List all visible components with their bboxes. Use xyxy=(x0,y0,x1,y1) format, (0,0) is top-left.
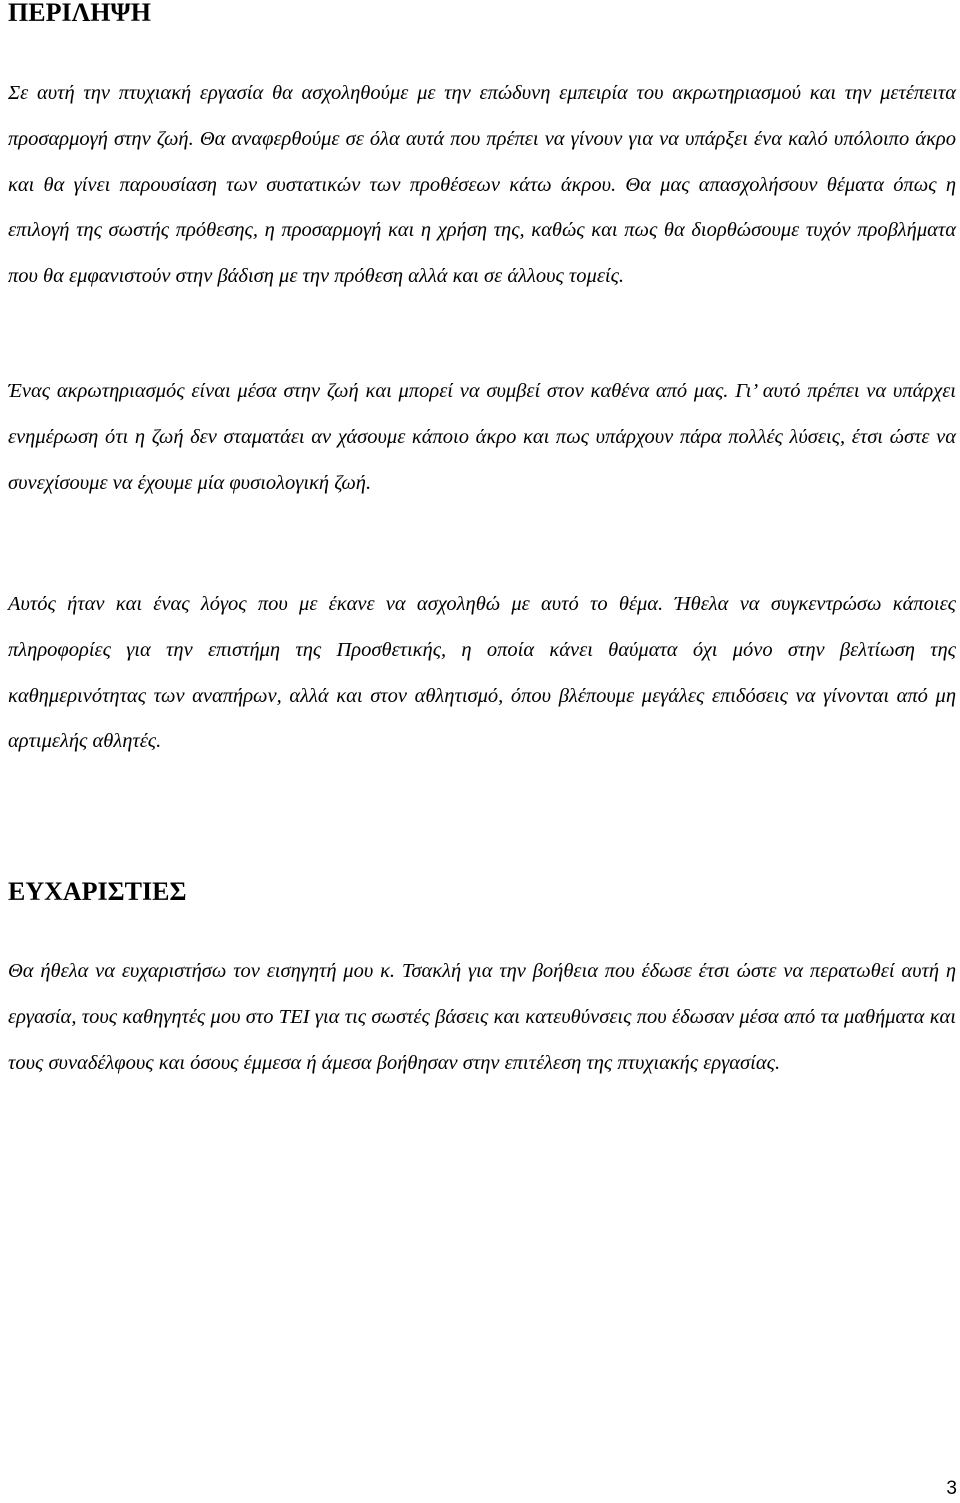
summary-paragraph: Σε αυτή την πτυχιακή εργασία θα ασχοληθούμε με την επώδυνη εμπειρία του ακρωτηριασμού και την μετέπειτα προσαρμογή στην ζωή. Θα αναφερθούμε σε όλα αυτά που πρέπει να γίνουν για να υπάρξει ένα καλό υπόλοιπο άκρο και θα γίνει παρουσίαση των συστατικών των προθέσεων κάτω άκρου. Θα μας απασχολήσουν θέματα όπως η επιλογή της σωστής πρόθεσης, η προσαρμογή και η χρήση της, καθώς και πως θα διορθώσουμε τυχόν προβλήματα που θα εμφανιστούν στην βάδιση με την πρόθεση αλλά και σε άλλους τομείς. xyxy=(8,82,956,288)
acknowledgements-paragraph: Θα ήθελα να ευχαριστήσω τον εισηγητή μου κ. Τσακλή για την βοήθεια που έδωσε έτσι ώστε να περατωθεί αυτή η εργασία, τους καθηγητές μου στο ΤΕΙ για τις σωστές βάσεις και κατευθύνσεις που έδωσαν μέσα από τα μαθήματα και τους συναδέλφους και όσους έμμεσα ή άμεσα βοήθησαν στην επιτέλεση της πτυχιακής εργασίας. xyxy=(8,960,956,1074)
summary-paragraph: Ένας ακρωτηριασμός είναι μέσα στην ζωή και μπορεί να συμβεί στον καθένα από μας. Γι’ αυτό πρέπει να υπάρχει ενημέρωση ότι η ζωή δεν σταματάει αν χάσουμε κάποιο άκρο και πως υπάρχουν πάρα πολλές λύσεις, έτσι ώστε να συνεχίσουμε να έχουμε μία φυσιολογική ζωή. xyxy=(8,380,956,494)
acknowledgements-heading: ΕΥΧΑΡΙΣΤΙΕΣ xyxy=(8,877,187,906)
summary-paragraph: Αυτός ήταν και ένας λόγος που με έκανε να ασχοληθώ με αυτό το θέμα. Ήθελα να συγκεντρώσω κάποιες πληροφορίες για την επιστήμη της Προσθετικής, η οποία κάνει θαύματα όχι μόνο στην βελτίωση της καθημερινότητας των αναπήρων, αλλά και στον αθλητισμό, όπου βλέπουμε μεγάλες επιδόσεις να γίνονται από μη αρτιμελής αθλητές. xyxy=(8,593,956,753)
page-number: 3 xyxy=(946,1478,957,1499)
summary-heading: ΠΕΡΙΛΗΨΗ xyxy=(8,0,151,27)
